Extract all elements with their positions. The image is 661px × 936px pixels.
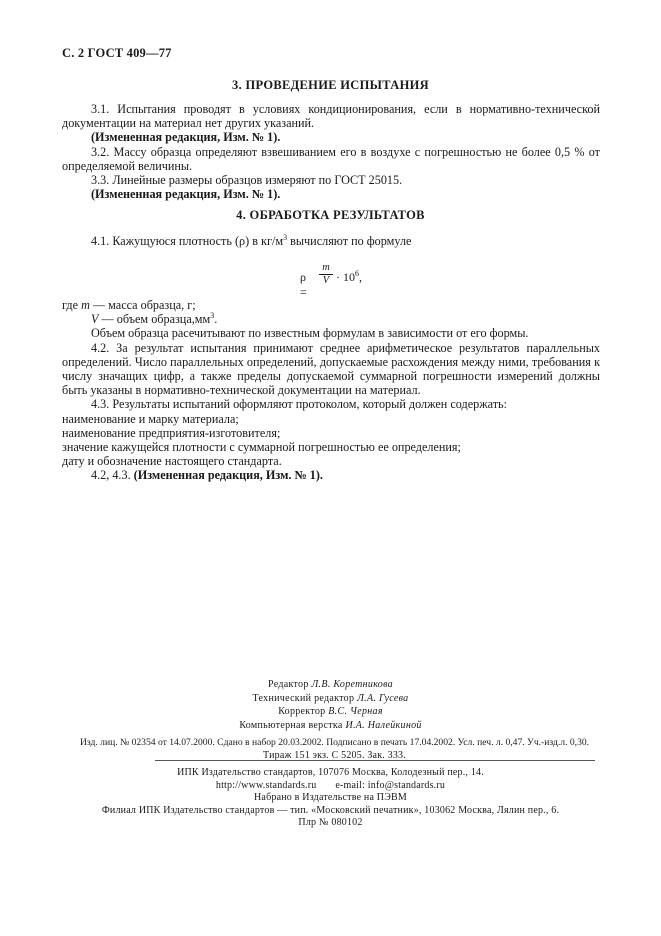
where-v-text: — объем образца,мм	[98, 312, 211, 327]
list-item: значение кажущейся плотности с суммарной погрешностью ее определения;	[62, 440, 461, 455]
paragraph-4-1	[62, 234, 600, 248]
publication-line: Тираж 151 экз. С 5205. Зак. 333.	[263, 750, 406, 761]
unit-superscript: 3	[210, 311, 215, 321]
credit-tech-editor	[0, 692, 661, 706]
where-m	[62, 298, 600, 312]
divider	[155, 760, 595, 761]
formula-rest	[336, 270, 362, 285]
footer-line: Филиал ИПК Издательство стандартов — тип. «Московский печатник», 103062 Москва, Лялин пер., 6.	[101, 804, 560, 816]
formula-denominator: V	[322, 275, 330, 286]
paragraph-4-1-tail: вычисляют по формуле	[287, 234, 412, 248]
credit-role: Компьютерная верстка	[239, 719, 346, 731]
formula-numerator: m	[319, 262, 333, 275]
volume-note: Объем образца расечитывают по известным формулам в зависимости от его формы.	[91, 326, 529, 341]
formula-lhs: ρ =	[300, 270, 307, 299]
paragraph-4-3: 4.3. Результаты испытаний оформляют протоколом, который должен содержать:	[91, 397, 508, 412]
amendment-note: (Измененная редакция, Изм. № 1).	[133, 468, 323, 483]
list-item: наименование и марку материала;	[62, 411, 239, 426]
credit-editor	[0, 678, 661, 692]
section-4-body	[62, 298, 600, 483]
list-item: наименование предприятия-изготовителя;	[62, 425, 281, 440]
section-4-title: 4. ОБРАБОТКА РЕЗУЛЬТАТОВ	[236, 208, 425, 222]
where-v	[62, 312, 600, 326]
footer-line: Набрано в Издательстве на ПЭВМ	[254, 792, 407, 803]
where-word: где	[62, 298, 82, 312]
credit-corrector	[0, 705, 661, 719]
section-3-title: 3. ПРОВЕДЕНИЕ ИСПЫТАНИЯ	[232, 78, 429, 92]
list-item: дату и обозначение настоящего стандарта.	[62, 454, 282, 469]
formula-fraction	[319, 262, 333, 287]
publication-info	[62, 736, 607, 762]
paragraph-3-1: 3.1. Испытания проводят в условиях кондиционирования, если в нормативно-технической документации на материал нет других указаний.	[62, 102, 600, 131]
publication-line: Изд. лиц. № 02354 от 14.07.2000. Сдано в набор 20.03.2002. Подписано в печать 17.04.2002. Усл. печ. л. 0,47. Уч.-изд.л. 0,30.	[79, 737, 590, 748]
formula-exponent: 6	[355, 269, 359, 278]
paragraph-3-3: 3.3. Линейные размеры образцов измеряют по ГОСТ 25015.	[91, 173, 403, 188]
final-note-ref: 4.2, 4.3.	[91, 468, 134, 483]
page-header: С. 2 ГОСТ 409—77	[62, 46, 172, 60]
amendment-note: (Измененная редакция, Изм. № 1).	[91, 187, 281, 202]
publisher-footer	[0, 767, 661, 830]
formula-multiplier: · 10	[336, 270, 355, 284]
footer-line: http://www.standards.ru e-mail: info@standards.ru	[215, 779, 446, 791]
credit-role: Редактор	[268, 679, 312, 690]
symbol-v: V	[91, 312, 99, 327]
credit-name: И.А. Налейкиной	[345, 719, 422, 731]
footer-line: Плр № 080102	[298, 817, 363, 828]
paragraph-3-2: 3.2. Массу образца определяют взвешиванием его в воздухе с погрешностью не более 0,5 % от определяемой величины.	[62, 144, 600, 173]
credit-layout	[0, 719, 661, 733]
unit-superscript: 3	[283, 232, 288, 242]
credit-role: Технический редактор	[252, 692, 358, 704]
formula-tail: ,	[359, 270, 362, 284]
symbol-m: m	[81, 298, 90, 312]
credit-role: Корректор	[278, 706, 329, 717]
credit-name: В.С. Черная	[328, 706, 383, 717]
section-3-body	[62, 102, 600, 201]
credits-block	[0, 678, 661, 732]
credit-name: Л.А. Гусева	[357, 692, 409, 704]
amendment-note: (Измененная редакция, Изм. № 1).	[91, 130, 281, 145]
paragraph-4-2: 4.2. За результат испытания принимают среднее арифметическое результатов параллельных определений. Число параллельных определений, допускаемые расхождения между ними, требования к числу значащих цифр, а также пределы допускаемой суммарной погрешности измерений должны быть указаны в нормативно-технической документации на материал.	[62, 340, 600, 398]
final-note	[62, 468, 600, 482]
footer-line: ИПК Издательство стандартов, 107076 Москва, Колодезный пер., 14.	[177, 767, 484, 778]
credit-name: Л.В. Коретникова	[311, 679, 393, 690]
where-v-end: .	[214, 312, 218, 327]
where-m-text: — масса образца, г;	[89, 298, 196, 312]
paragraph-4-1-text: 4.1. Кажущуюся плотность (ρ) в кг/м	[91, 234, 284, 248]
